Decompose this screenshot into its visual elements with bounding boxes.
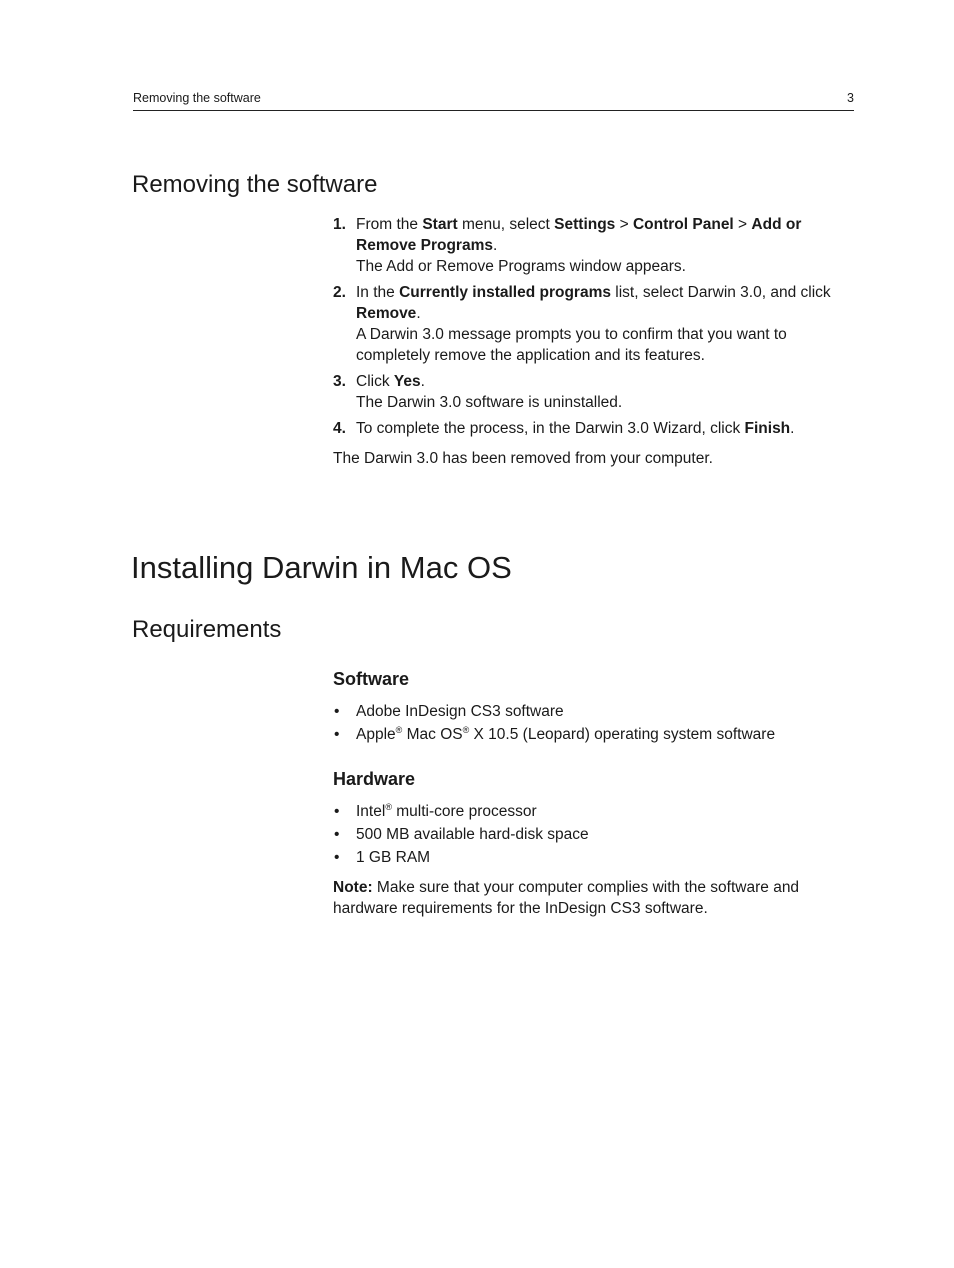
list-item-text: multi-core processor (391, 803, 537, 820)
registered-mark: ® (385, 801, 392, 812)
step-3 (333, 371, 858, 413)
software-requirements (333, 701, 858, 747)
list-item (333, 724, 858, 745)
step-4 (333, 418, 858, 439)
step-number: 2. (333, 284, 346, 301)
list-item-text: 1 GB RAM (356, 849, 431, 866)
list-item-text: Apple (356, 726, 396, 743)
running-header (133, 90, 854, 111)
subheading-software: Software (333, 669, 410, 689)
step-text: . (420, 373, 425, 390)
list-item-text: X 10.5 (Leopard) operating system software (469, 726, 776, 743)
step-result: The Darwin 3.0 software is uninstalled. (356, 394, 623, 411)
step-number: 4. (333, 420, 346, 437)
bullet: • (334, 826, 340, 843)
list-item (333, 824, 858, 845)
subheading-hardware: Hardware (333, 769, 416, 789)
section-heading-requirements: Requirements (132, 616, 282, 643)
bullet: • (334, 726, 340, 743)
step-text: From the (356, 216, 423, 233)
bullet: • (334, 703, 340, 720)
step-text: > (733, 216, 752, 233)
ui-term-start: Start (422, 216, 458, 233)
step-text: > (615, 216, 633, 233)
chapter-heading-installing: Installing Darwin in Mac OS (131, 550, 512, 585)
list-item-text: 500 MB available hard-disk space (356, 826, 589, 843)
ui-term-settings: Settings (554, 216, 616, 233)
step-text: . (790, 420, 795, 437)
step-text: To complete the process, in the Darwin 3.0 Wizard, click (356, 420, 745, 437)
ui-term-remove: Remove (356, 305, 417, 322)
registered-mark: ® (395, 724, 403, 735)
ui-term-add-remove-programs: Add or Remove Programs (356, 216, 802, 254)
list-item-text: Adobe InDesign CS3 software (356, 703, 564, 720)
requirements-note (333, 877, 858, 919)
step-number: 3. (333, 373, 346, 390)
step-2 (333, 282, 858, 366)
note-label: Note: (333, 879, 373, 896)
section-heading-removing: Removing the software (132, 171, 378, 198)
bullet: • (334, 849, 340, 866)
bullet: • (334, 803, 340, 820)
step-result: The Add or Remove Programs window appears. (356, 258, 686, 275)
running-header-title: Removing the software (133, 91, 261, 105)
ui-term-finish: Finish (744, 420, 791, 437)
removal-conclusion: The Darwin 3.0 has been removed from your computer. (333, 450, 713, 467)
page-number: 3 (847, 91, 854, 105)
step-text: list, select Darwin 3.0, and click (610, 284, 831, 301)
note-text: Make sure that your computer complies with the software and hardware requirements for the InDesign CS3 software. (333, 879, 800, 917)
removal-steps-list (333, 214, 858, 439)
list-item-text: Mac OS (402, 726, 463, 743)
ui-term-control-panel: Control Panel (632, 216, 734, 233)
ui-term-yes: Yes (393, 373, 421, 390)
ui-term-currently-installed-programs: Currently installed programs (399, 284, 611, 301)
step-text: . (492, 237, 498, 254)
step-number: 1. (333, 216, 346, 233)
hardware-requirements (333, 801, 858, 919)
list-item (333, 701, 858, 722)
registered-mark: ® (462, 724, 470, 735)
list-item (333, 801, 858, 822)
software-list (333, 701, 858, 745)
list-item (333, 847, 858, 868)
step-result: A Darwin 3.0 message prompts you to confirm that you want to completely remove the application and its features. (356, 326, 787, 364)
step-1 (333, 214, 858, 277)
hardware-list (333, 801, 858, 868)
step-text: menu, select (457, 216, 555, 233)
list-item-text: Intel (356, 803, 386, 820)
step-text: Click (356, 373, 394, 390)
step-text: . (416, 305, 421, 322)
removal-steps-block (333, 214, 858, 469)
step-text: In the (356, 284, 400, 301)
